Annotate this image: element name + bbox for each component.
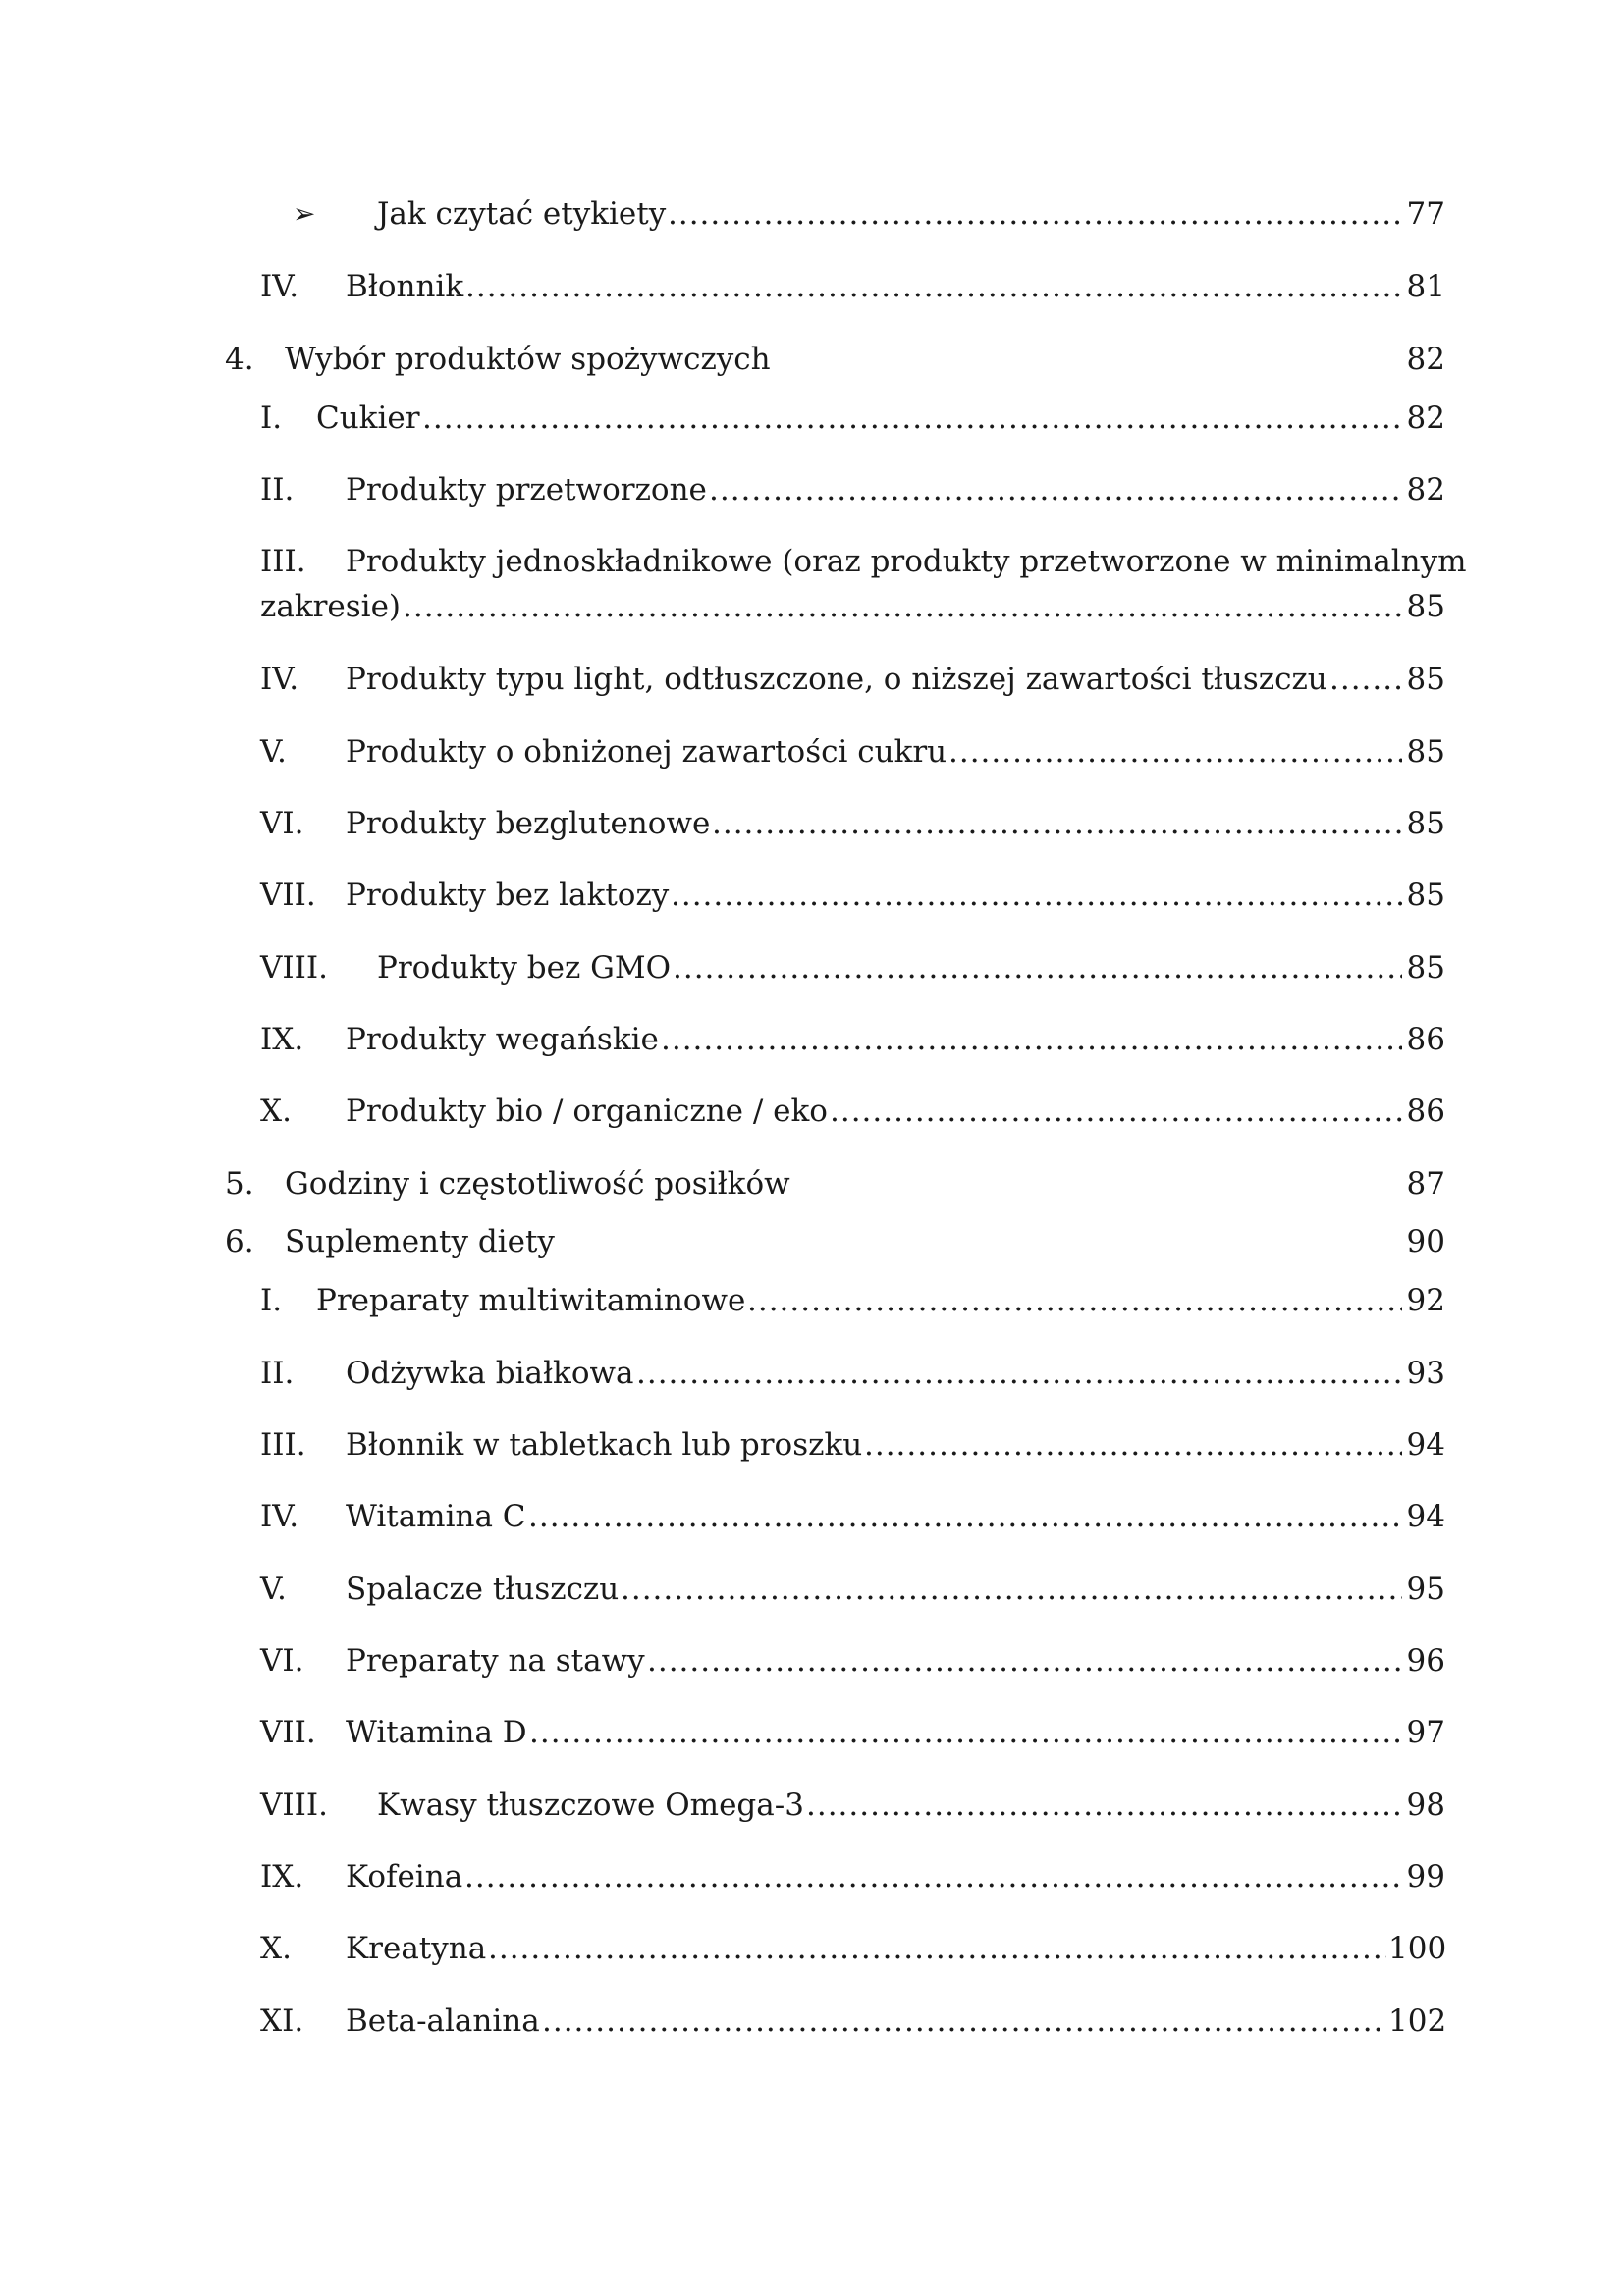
toc-entry-title: Produkty jednoskładnikowe (oraz produkty przetworzone w minimalnym: [346, 544, 1467, 579]
toc-entry-page: 93: [1406, 1356, 1445, 1391]
toc-leader-dots: [864, 1423, 1402, 1467]
toc-entry-page: 86: [1406, 1022, 1445, 1057]
toc-entry-page: 102: [1388, 2003, 1447, 2039]
toc-entry-7[interactable]: [0, 730, 1624, 774]
toc-entry-title: Błonnik: [346, 269, 464, 304]
toc-entry-title: Kreatyna: [346, 1931, 487, 1966]
toc-entry-12[interactable]: [0, 1090, 1624, 1133]
toc-entry-title: Preparaty na stawy: [346, 1643, 645, 1679]
toc-entry-page: 92: [1406, 1283, 1445, 1318]
toc-entry-title-continued: zakresie): [260, 589, 402, 624]
toc-entry-number: V.: [260, 734, 287, 770]
toc-entry-number: X.: [260, 1094, 292, 1129]
toc-entry-6[interactable]: [0, 658, 1624, 701]
toc-entry-number: VIII.: [260, 950, 328, 986]
toc-entry-title: Wybór produktów spożywczych: [285, 342, 771, 377]
toc-entry-20[interactable]: [0, 1639, 1624, 1682]
toc-entry-18[interactable]: [0, 1495, 1624, 1538]
toc-entry-22[interactable]: [0, 1784, 1624, 1827]
toc-entry-5[interactable]: [0, 540, 1624, 630]
toc-leader-dots: [465, 265, 1402, 308]
toc-entry-title: Cukier: [316, 400, 420, 436]
toc-entry-11[interactable]: [0, 1018, 1624, 1061]
toc-entry-page: 77: [1406, 196, 1445, 232]
toc-entry-title: Suplementy diety: [285, 1224, 555, 1259]
toc-entry-title: Odżywka białkowa: [346, 1356, 634, 1391]
toc-entry-page: 86: [1406, 1094, 1445, 1129]
toc-entry-number: VIII.: [260, 1788, 328, 1823]
toc-entry-16[interactable]: [0, 1352, 1624, 1395]
toc-entry-page: 94: [1406, 1499, 1445, 1534]
toc-entry-title: Produkty przetworzone: [346, 472, 707, 507]
toc-leader-dots: [948, 730, 1402, 774]
toc-entry-number: IV.: [260, 1499, 299, 1534]
toc-entry-page: 85: [1406, 806, 1445, 841]
toc-entry-page: 94: [1406, 1427, 1445, 1463]
toc-entry-9[interactable]: [0, 874, 1624, 917]
toc-entry-25[interactable]: [0, 2000, 1624, 2043]
toc-entry-page: 82: [1406, 400, 1445, 436]
toc-entry-page: 82: [1406, 472, 1445, 507]
toc-leader-dots: [464, 1855, 1402, 1898]
toc-entry-title: Spalacze tłuszczu: [346, 1572, 620, 1607]
toc-entry-number: 5.: [225, 1166, 254, 1201]
toc-entry-title: Jak czytać etykiety: [377, 196, 667, 232]
toc-entry-number: III.: [260, 1427, 306, 1463]
toc-entry-number: I.: [260, 400, 283, 436]
toc-entry-title: Produkty bio / organiczne / eko: [346, 1094, 828, 1129]
toc-entry-number: III.: [260, 544, 306, 579]
toc-leader-dots: [422, 397, 1402, 440]
toc-entry-17[interactable]: [0, 1423, 1624, 1467]
toc-entry-title: Produkty bezglutenowe: [346, 806, 711, 841]
toc-entry-4[interactable]: [0, 468, 1624, 511]
toc-entry-number: 6.: [225, 1224, 254, 1259]
toc-leader-dots: [673, 946, 1402, 989]
toc-leader-dots: [747, 1279, 1402, 1322]
toc-entry-number: IV.: [260, 269, 299, 304]
toc-entry-number: XI.: [260, 2003, 304, 2039]
toc-entry-page: 90: [1406, 1224, 1445, 1259]
toc-entry-3[interactable]: [0, 397, 1624, 440]
toc-entry-15[interactable]: [0, 1279, 1624, 1322]
toc-leader-dots: [528, 1495, 1402, 1538]
toc-entry-number: V.: [260, 1572, 287, 1607]
toc-leader-dots: [529, 1711, 1402, 1754]
toc-leader-dots: [636, 1352, 1402, 1395]
toc-entry-page: 85: [1406, 589, 1445, 624]
toc-entry-page: 100: [1388, 1931, 1447, 1966]
toc-entry-title: Produkty bez GMO: [377, 950, 672, 986]
toc-entry-number: VII.: [260, 1715, 316, 1750]
toc-entry-19[interactable]: [0, 1568, 1624, 1611]
arrow-bullet-icon: ➢: [293, 197, 316, 230]
toc-chapter-4[interactable]: [0, 338, 1624, 381]
toc-entry-number: VII.: [260, 878, 316, 913]
toc-entry-page: 95: [1406, 1572, 1445, 1607]
toc-entry-page: 85: [1406, 950, 1445, 986]
toc-entry-title: Godziny i częstotliwość posiłków: [285, 1166, 790, 1201]
toc-entry-page: 81: [1406, 269, 1445, 304]
toc-chapter-6[interactable]: [0, 1220, 1624, 1263]
toc-entry-number: VI.: [260, 1643, 304, 1679]
toc-entry-8[interactable]: [0, 802, 1624, 845]
toc-leader-dots: [830, 1090, 1402, 1133]
toc-entry-24[interactable]: [0, 1927, 1624, 1970]
toc-leader-dots: [621, 1568, 1402, 1611]
toc-leader-dots: [806, 1784, 1402, 1827]
toc-entry-number: II.: [260, 472, 295, 507]
toc-entry-title: Produkty o obniżonej zawartości cukru: [346, 734, 947, 770]
toc-entry-page: 85: [1406, 878, 1445, 913]
toc-leader-dots: [709, 468, 1402, 511]
toc-entry-10[interactable]: [0, 946, 1624, 989]
toc-leader-dots: [1329, 658, 1402, 701]
toc-chapter-5[interactable]: [0, 1162, 1624, 1205]
toc-entry-title: Błonnik w tabletkach lub proszku: [346, 1427, 863, 1463]
toc-entry-title: Kwasy tłuszczowe Omega-3: [377, 1788, 804, 1823]
toc-entry-title: Preparaty multiwitaminowe: [316, 1283, 746, 1318]
toc-entry-number: IX.: [260, 1022, 304, 1057]
toc-entry-number: IX.: [260, 1859, 304, 1895]
toc-leader-dots: [668, 192, 1402, 236]
toc-entry-1[interactable]: [0, 265, 1624, 308]
toc-entry-0[interactable]: [0, 192, 1624, 236]
toc-entry-number: IV.: [260, 662, 299, 697]
toc-leader-dots: [661, 1018, 1402, 1061]
toc-entry-page: 96: [1406, 1643, 1445, 1679]
toc-entry-page: 99: [1406, 1859, 1445, 1895]
toc-entry-number: VI.: [260, 806, 304, 841]
toc-entry-number: I.: [260, 1283, 283, 1318]
toc-entry-number: X.: [260, 1931, 292, 1966]
toc-entry-title: Produkty typu light, odtłuszczone, o niższej zawartości tłuszczu: [346, 662, 1327, 697]
toc-entry-title: Beta-alanina: [346, 2003, 540, 2039]
toc-entry-title: Witamina D: [346, 1715, 527, 1750]
toc-entry-page: 87: [1406, 1166, 1445, 1201]
toc-entry-title: Kofeina: [346, 1859, 463, 1895]
toc-leader-dots: [403, 585, 1402, 628]
toc-leader-dots: [488, 1927, 1386, 1970]
toc-entry-title: Produkty wegańskie: [346, 1022, 659, 1057]
toc-entry-page: 85: [1406, 662, 1445, 697]
toc-leader-dots: [671, 874, 1402, 917]
toc-leader-dots: [712, 802, 1402, 845]
toc-entry-number: 4.: [225, 342, 254, 377]
toc-entry-23[interactable]: [0, 1855, 1624, 1898]
toc-leader-dots: [542, 2000, 1386, 2043]
toc-entry-page: 97: [1406, 1715, 1445, 1750]
toc-entry-title: Witamina C: [346, 1499, 526, 1534]
toc-entry-number: II.: [260, 1356, 295, 1391]
toc-entry-title: Produkty bez laktozy: [346, 878, 670, 913]
toc-entry-21[interactable]: [0, 1711, 1624, 1754]
toc-entry-page: 98: [1406, 1788, 1445, 1823]
toc-entry-page: 85: [1406, 734, 1445, 770]
toc-entry-page: 82: [1406, 342, 1445, 377]
toc-leader-dots: [647, 1639, 1402, 1682]
